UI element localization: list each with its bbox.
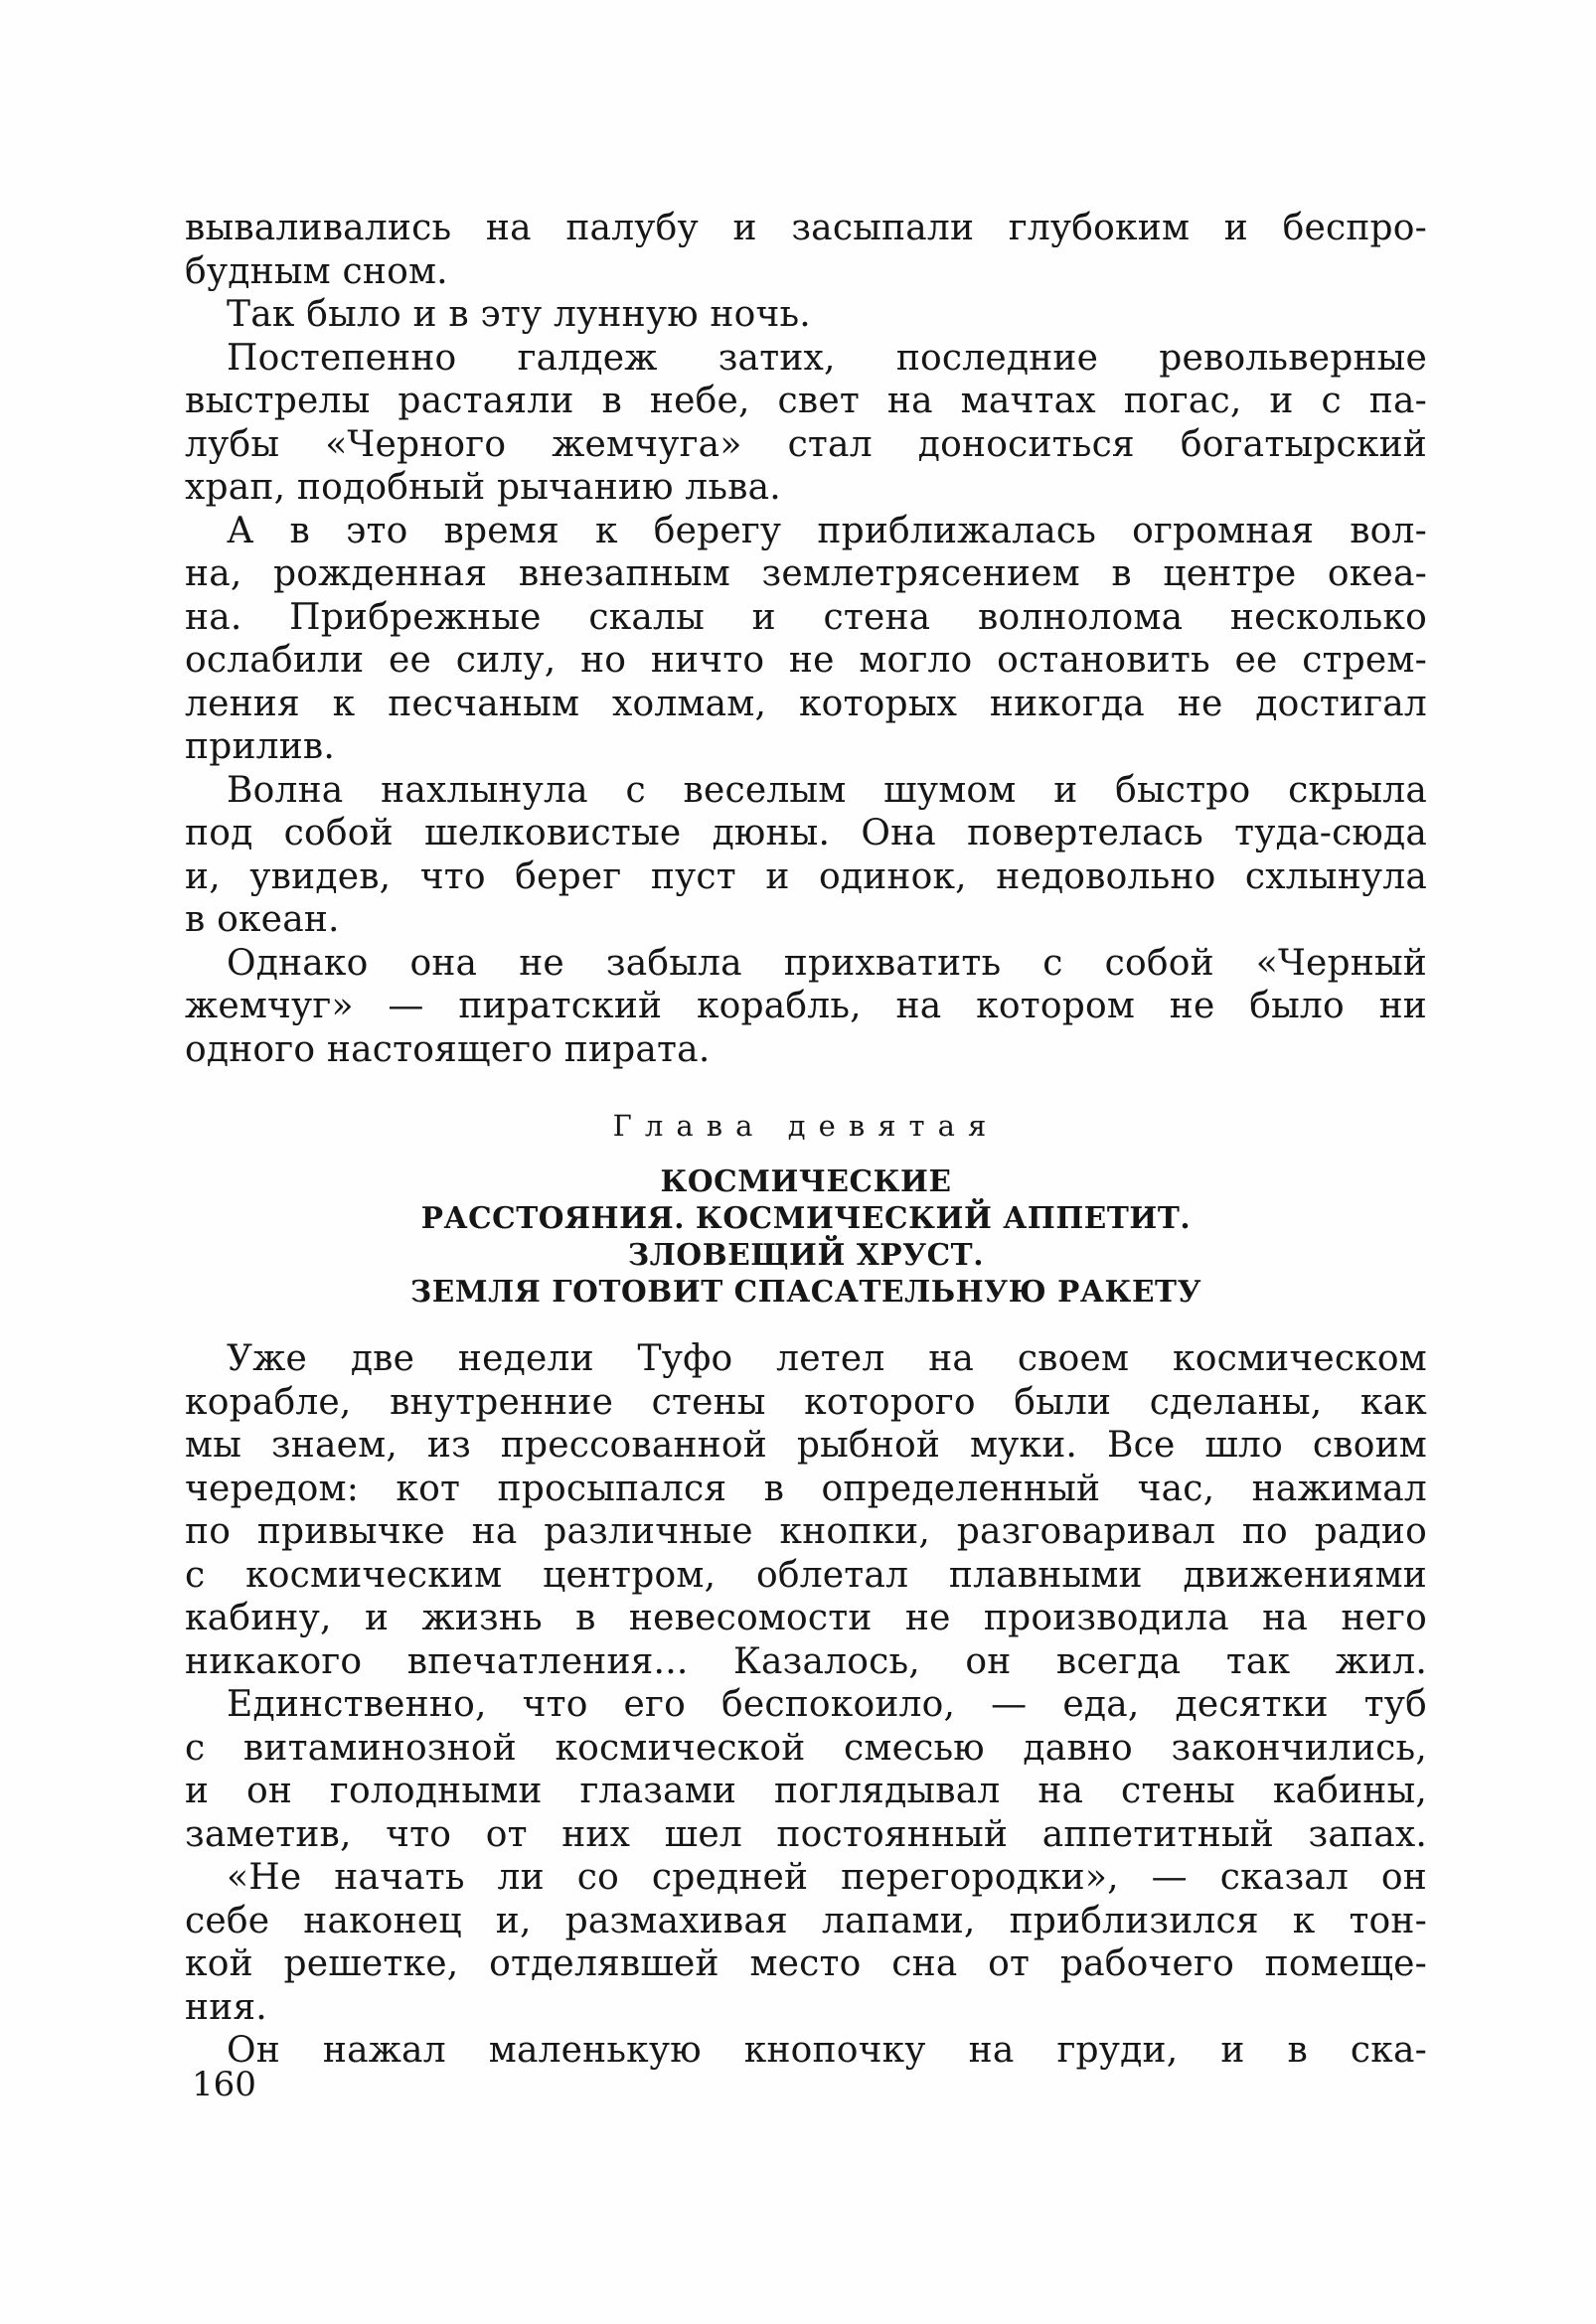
- paragraph: [185, 207, 1427, 293]
- paragraph: [185, 942, 1427, 1072]
- text-line: Однако она не забыла прихватить с собой «Черный: [227, 942, 1427, 984]
- paragraph: [185, 1683, 1427, 1856]
- text-line: Волна нахлынула с веселым шумом и быстро скрыла: [227, 769, 1427, 811]
- text-line: ослабили ее силу, но ничто не могло остановить ее стрем-: [185, 640, 1427, 681]
- paragraph: [185, 337, 1427, 510]
- text-line: храп, подобный рычанию льва.: [185, 467, 781, 508]
- text-line: ления к песчаным холмам, которых никогда не достигал: [185, 683, 1427, 724]
- text-line: чередом: кот просыпался в определенный час, нажимал: [185, 1468, 1427, 1509]
- page-text-block: [185, 207, 1427, 2073]
- text-line: с витаминозной космической смесью давно закончились,: [185, 1727, 1427, 1769]
- text-line: прилив.: [185, 726, 336, 767]
- chapter-title-line: КОСМИЧЕСКИЕ: [660, 1163, 952, 1198]
- text-line: мы знаем, из прессованной рыбной муки. Все шло своим: [185, 1425, 1427, 1466]
- text-line: в океан.: [185, 899, 340, 940]
- paragraph: [185, 1337, 1427, 1683]
- text-line: А в это время к берегу приближалась огромная вол-: [227, 510, 1427, 551]
- text-line: под собой шелковистые дюны. Она повертелась туда-сюда: [185, 813, 1427, 853]
- text-line: и, увидев, что берег пуст и одинок, недовольно схлынула: [185, 855, 1427, 897]
- text-line: с космическим центром, облетал плавными движениями: [185, 1554, 1427, 1596]
- text-line: Так было и в эту лунную ночь.: [227, 294, 811, 335]
- chapter-title-line: РАССТОЯНИЯ. КОСМИЧЕСКИЙ АППЕТИТ.: [420, 1200, 1192, 1235]
- text-line: будным сном.: [185, 250, 448, 292]
- text-line: выстрелы растаяли в небе, свет на мачтах погас, и с па-: [185, 381, 1427, 421]
- text-line: жемчуг» — пиратский корабль, на котором не было ни: [185, 986, 1427, 1026]
- text-line: корабле, внутренние стены которого были сделаны, как: [185, 1381, 1427, 1423]
- paragraph: [185, 1856, 1427, 2029]
- text-line: кабину, и жизнь в невесомости не производила на него: [185, 1598, 1427, 1638]
- text-line: Единственно, что его беспокоило, — еда, десятки туб: [227, 1684, 1427, 1725]
- text-line: лубы «Черного жемчуга» стал доноситься богатырский: [185, 423, 1427, 465]
- text-line: себе наконец и, размахивая лапами, приблизился к тон-: [185, 1900, 1427, 1941]
- paragraph: [185, 769, 1427, 942]
- text-line: ния.: [185, 1986, 267, 2028]
- text-line: «Не начать ли со средней перегородки», — сказал он: [227, 1857, 1427, 1898]
- chapter-label: Глава девятая: [612, 1109, 1000, 1143]
- text-line: вываливались на палубу и засыпали глубоким и беспро-: [185, 208, 1427, 248]
- paragraph: [185, 510, 1427, 769]
- text-line: кой решетке, отделявшей место сна от рабочего помеще-: [185, 1943, 1427, 1984]
- text-line: одного настоящего пирата.: [185, 1028, 711, 1070]
- text-line: Постепенно галдеж затих, последние револьверные: [227, 337, 1427, 379]
- text-line: заметив, что от них шел постоянный аппетитный запах.: [185, 1813, 1427, 1855]
- text-line: на. Прибрежные скалы и стена волнолома несколько: [185, 596, 1427, 638]
- page-number: 160: [192, 2065, 256, 2104]
- chapter-title-line: ЗЛОВЕЩИЙ ХРУСТ.: [627, 1237, 985, 1272]
- text-line: никакого впечатления... Казалось, он всегда так жил.: [185, 1640, 1427, 1682]
- text-line: Он нажал маленькую кнопочку на груди, и в ска-: [227, 2030, 1427, 2071]
- chapter-heading: [185, 1107, 1427, 1310]
- chapter-title-line: ЗЕМЛЯ ГОТОВИТ СПАСАТЕЛЬНУЮ РАКЕТУ: [409, 1274, 1202, 1309]
- text-line: Уже две недели Туфо летел на своем космическом: [227, 1338, 1427, 1379]
- text-line: по привычке на различные кнопки, разговаривал по радио: [185, 1511, 1427, 1552]
- text-line: и он голодными глазами поглядывал на стены кабины,: [185, 1771, 1427, 1811]
- text-line: на, рожденная внезапным землетрясением в центре океа-: [185, 553, 1427, 594]
- chapter-title: [185, 1162, 1427, 1310]
- paragraph: [185, 2029, 1427, 2073]
- paragraph: [185, 293, 1427, 337]
